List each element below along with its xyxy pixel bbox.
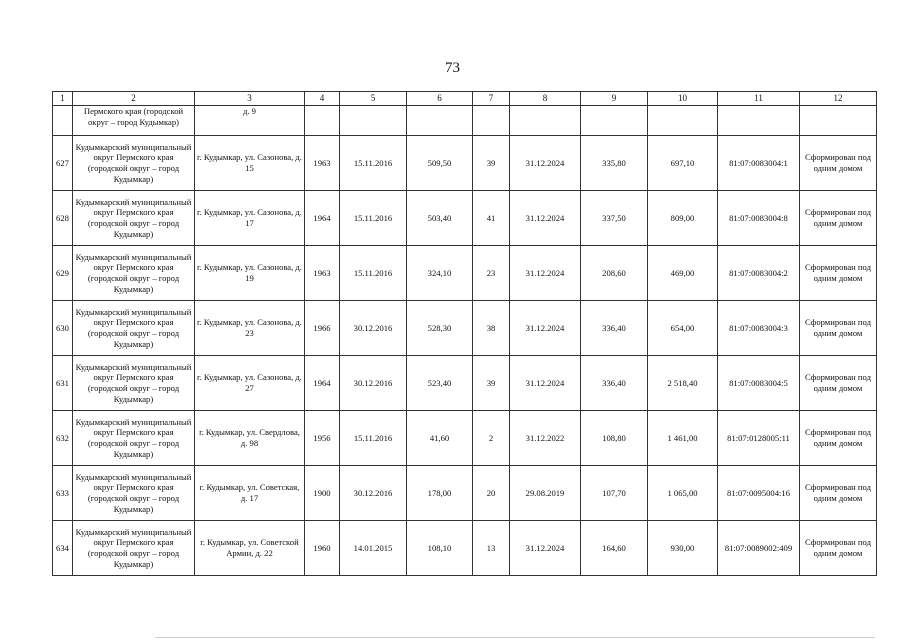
municipality-cell: Кудымкарский муниципальный округ Пермского края (городской округ – город Кудымкар) <box>73 191 195 246</box>
cell <box>473 106 510 136</box>
cadastral-number-cell: 81:07:0095004:16 <box>718 466 800 521</box>
cadastral-number-cell: 81:07:0128005:11 <box>718 411 800 466</box>
area-cell: 809,00 <box>648 191 718 246</box>
area-cell: 503,40 <box>407 191 473 246</box>
date-cell: 14.01.2015 <box>340 521 407 576</box>
area-cell: 41,60 <box>407 411 473 466</box>
cell <box>581 106 648 136</box>
area-cell: 1 461,00 <box>648 411 718 466</box>
residents-cell: 39 <box>473 356 510 411</box>
date-cell: 31.12.2024 <box>510 356 581 411</box>
status-cell: Сформирован под одним домом <box>800 411 877 466</box>
column-header: 12 <box>800 92 877 106</box>
address-cell: г. Кудымкар, ул. Советская, д. 17 <box>195 466 305 521</box>
cell <box>648 106 718 136</box>
address-cell: г. Кудымкар, ул. Советской Армии, д. 22 <box>195 521 305 576</box>
municipality-cell: Пермского края (городской округ – город Кудымкар) <box>73 106 195 136</box>
residents-cell: 41 <box>473 191 510 246</box>
status-cell: Сформирован под одним домом <box>800 521 877 576</box>
area-cell: 2 518,40 <box>648 356 718 411</box>
page-bottom-rule <box>155 637 875 638</box>
column-header: 2 <box>73 92 195 106</box>
year-cell: 1963 <box>305 246 340 301</box>
status-cell: Сформирован под одним домом <box>800 136 877 191</box>
date-cell: 15.11.2016 <box>340 411 407 466</box>
column-header: 3 <box>195 92 305 106</box>
status-cell: Сформирован под одним домом <box>800 466 877 521</box>
address-cell: г. Кудымкар, ул. Сазонова, д. 17 <box>195 191 305 246</box>
cell <box>305 106 340 136</box>
table-row <box>53 411 877 466</box>
cell <box>407 106 473 136</box>
date-cell: 15.11.2016 <box>340 136 407 191</box>
table-row <box>53 521 877 576</box>
row-number-cell: 629 <box>53 246 73 301</box>
residents-cell: 20 <box>473 466 510 521</box>
area-cell: 1 065,00 <box>648 466 718 521</box>
cell <box>800 106 877 136</box>
date-cell: 31.12.2024 <box>510 246 581 301</box>
year-cell: 1964 <box>305 356 340 411</box>
area-cell: 335,80 <box>581 136 648 191</box>
residents-cell: 13 <box>473 521 510 576</box>
table-row <box>53 301 877 356</box>
date-cell: 15.11.2016 <box>340 191 407 246</box>
area-cell: 208,60 <box>581 246 648 301</box>
row-number-cell: 634 <box>53 521 73 576</box>
table-row <box>53 466 877 521</box>
year-cell: 1966 <box>305 301 340 356</box>
area-cell: 107,70 <box>581 466 648 521</box>
date-cell: 30.12.2016 <box>340 301 407 356</box>
municipality-cell: Кудымкарский муниципальный округ Пермского края (городской округ – город Кудымкар) <box>73 356 195 411</box>
cell <box>53 106 73 136</box>
year-cell: 1956 <box>305 411 340 466</box>
year-cell: 1900 <box>305 466 340 521</box>
table-row <box>53 246 877 301</box>
address-cell: д. 9 <box>195 106 305 136</box>
status-cell: Сформирован под одним домом <box>800 301 877 356</box>
row-number-cell: 633 <box>53 466 73 521</box>
area-cell: 108,10 <box>407 521 473 576</box>
row-number-cell: 631 <box>53 356 73 411</box>
table-row <box>53 191 877 246</box>
area-cell: 930,00 <box>648 521 718 576</box>
date-cell: 31.12.2024 <box>510 191 581 246</box>
year-cell: 1960 <box>305 521 340 576</box>
municipality-cell: Кудымкарский муниципальный округ Пермского края (городской округ – город Кудымкар) <box>73 466 195 521</box>
area-cell: 509,50 <box>407 136 473 191</box>
column-header: 9 <box>581 92 648 106</box>
row-number-cell: 627 <box>53 136 73 191</box>
residents-cell: 39 <box>473 136 510 191</box>
address-cell: г. Кудымкар, ул. Свердлова, д. 98 <box>195 411 305 466</box>
cadastral-number-cell: 81:07:0083004:8 <box>718 191 800 246</box>
housing-register-table <box>52 91 877 576</box>
date-cell: 31.12.2024 <box>510 136 581 191</box>
area-cell: 336,40 <box>581 301 648 356</box>
address-cell: г. Кудымкар, ул. Сазонова, д. 27 <box>195 356 305 411</box>
table-row <box>53 356 877 411</box>
municipality-cell: Кудымкарский муниципальный округ Пермского края (городской округ – город Кудымкар) <box>73 521 195 576</box>
area-cell: 654,00 <box>648 301 718 356</box>
cell <box>340 106 407 136</box>
area-cell: 108,80 <box>581 411 648 466</box>
area-cell: 469,00 <box>648 246 718 301</box>
column-number-header <box>53 92 877 106</box>
column-header: 5 <box>340 92 407 106</box>
municipality-cell: Кудымкарский муниципальный округ Пермского края (городской округ – город Кудымкар) <box>73 136 195 191</box>
column-header: 8 <box>510 92 581 106</box>
area-cell: 164,60 <box>581 521 648 576</box>
municipality-cell: Кудымкарский муниципальный округ Пермского края (городской округ – город Кудымкар) <box>73 246 195 301</box>
continuation-row <box>53 106 877 136</box>
date-cell: 31.12.2024 <box>510 301 581 356</box>
column-header: 6 <box>407 92 473 106</box>
column-header: 10 <box>648 92 718 106</box>
residents-cell: 38 <box>473 301 510 356</box>
municipality-cell: Кудымкарский муниципальный округ Пермского края (городской округ – город Кудымкар) <box>73 301 195 356</box>
status-cell: Сформирован под одним домом <box>800 191 877 246</box>
date-cell: 30.12.2016 <box>340 356 407 411</box>
cell <box>718 106 800 136</box>
residents-cell: 23 <box>473 246 510 301</box>
status-cell: Сформирован под одним домом <box>800 246 877 301</box>
municipality-cell: Кудымкарский муниципальный округ Пермского края (городской округ – город Кудымкар) <box>73 411 195 466</box>
column-header: 4 <box>305 92 340 106</box>
area-cell: 337,50 <box>581 191 648 246</box>
cell <box>510 106 581 136</box>
area-cell: 336,40 <box>581 356 648 411</box>
area-cell: 523,40 <box>407 356 473 411</box>
area-cell: 178,00 <box>407 466 473 521</box>
address-cell: г. Кудымкар, ул. Сазонова, д. 23 <box>195 301 305 356</box>
row-number-cell: 630 <box>53 301 73 356</box>
year-cell: 1963 <box>305 136 340 191</box>
cadastral-number-cell: 81:07:0083004:1 <box>718 136 800 191</box>
cadastral-number-cell: 81:07:0083004:3 <box>718 301 800 356</box>
cadastral-number-cell: 81:07:0083004:5 <box>718 356 800 411</box>
area-cell: 528,30 <box>407 301 473 356</box>
cadastral-number-cell: 81:07:0089002:409 <box>718 521 800 576</box>
residents-cell: 2 <box>473 411 510 466</box>
row-number-cell: 632 <box>53 411 73 466</box>
table-row <box>53 136 877 191</box>
page-number: 73 <box>445 60 460 76</box>
date-cell: 31.12.2022 <box>510 411 581 466</box>
column-header: 7 <box>473 92 510 106</box>
date-cell: 30.12.2016 <box>340 466 407 521</box>
status-cell: Сформирован под одним домом <box>800 356 877 411</box>
year-cell: 1964 <box>305 191 340 246</box>
area-cell: 324,10 <box>407 246 473 301</box>
date-cell: 29.08.2019 <box>510 466 581 521</box>
column-header: 1 <box>53 92 73 106</box>
row-number-cell: 628 <box>53 191 73 246</box>
date-cell: 31.12.2024 <box>510 521 581 576</box>
date-cell: 15.11.2016 <box>340 246 407 301</box>
address-cell: г. Кудымкар, ул. Сазонова, д. 19 <box>195 246 305 301</box>
address-cell: г. Кудымкар, ул. Сазонова, д. 15 <box>195 136 305 191</box>
column-header: 11 <box>718 92 800 106</box>
area-cell: 697,10 <box>648 136 718 191</box>
cadastral-number-cell: 81:07:0083004:2 <box>718 246 800 301</box>
